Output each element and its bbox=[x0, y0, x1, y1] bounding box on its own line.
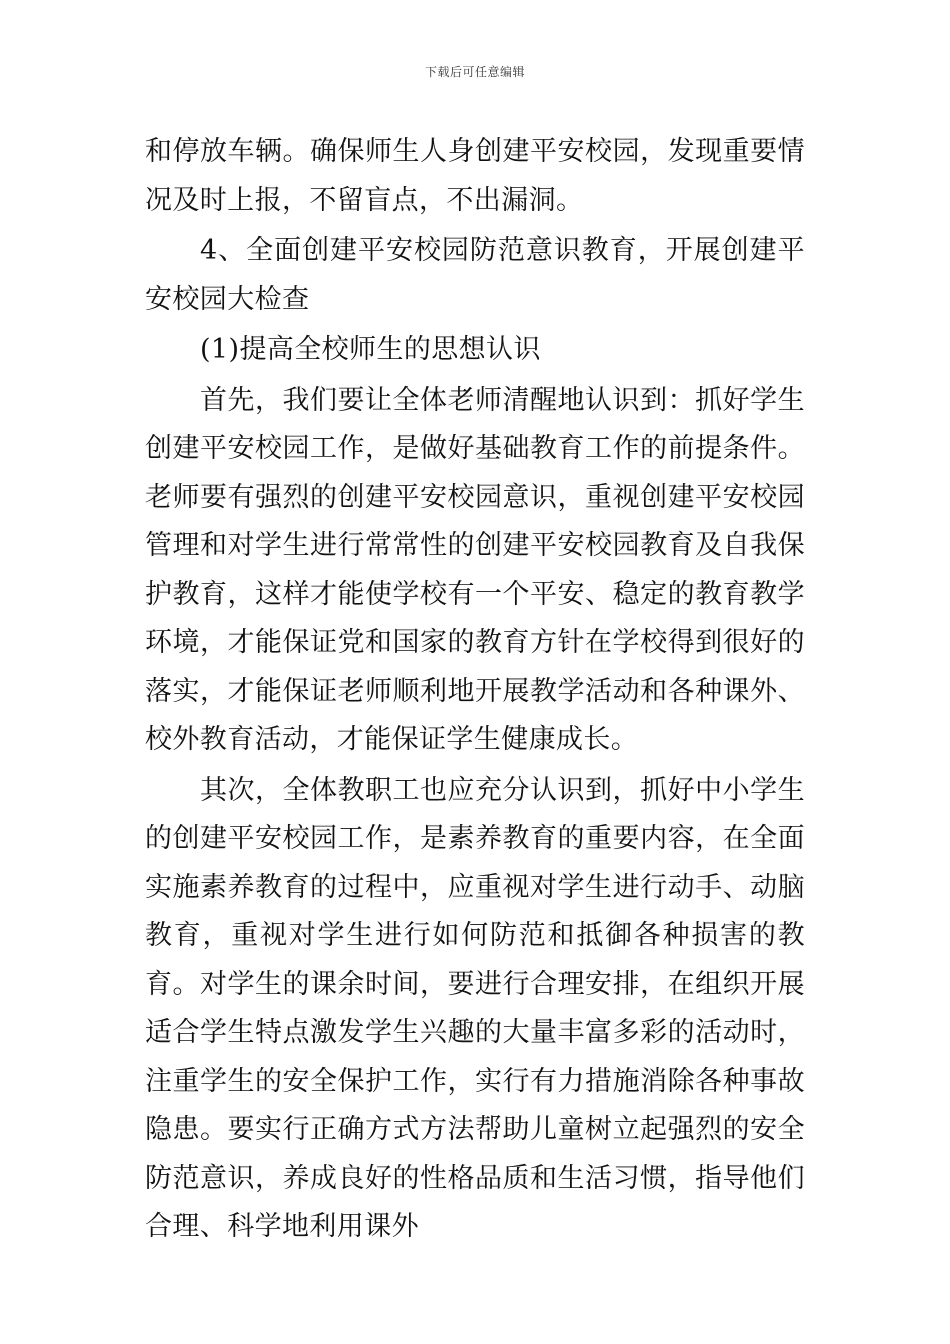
page-header: 下载后可任意编辑 bbox=[424, 65, 525, 79]
section-heading: 4、全面创建平安校园防范意识教育，开展创建平安校园大检查 bbox=[145, 235, 805, 315]
paragraph-first: 首先，我们要让全体老师清醒地认识到：抓好学生创建平安校园工作，是做好基础教育工作的前提条件。老师要有强烈的创建平安校园意识，重视创建平安校园管理和对学生进行常常性的创建平安校园教育及自我保护教育，这样才能使学校有一个平安、稳定的教育教学环境，才能保证党和国家的教育方针在学校得到很好的落实，才能保证老师顺利地开展教学活动和各种课外、校外教育活动，才能保证学生健康成长。 bbox=[145, 384, 805, 755]
paragraph-second: 其次，全体教职工也应充分认识到，抓好中小学生的创建平安校园工作，是素养教育的重要内容，在全面实施素养教育的过程中，应重视对学生进行动手、动脑教育，重视对学生进行如何防范和抵御各种损害的教育。对学生的课余时间，要进行合理安排，在组织开展适合学生特点激发学生兴趣的大量丰富多彩的活动时，注重学生的安全保护工作，实行有力措施消除各种事故隐患。要实行正确方式方法帮助儿童树立起强烈的安全防范意识，养成良好的性格品质和生活习惯，指导他们合理、科学地利用课外 bbox=[145, 774, 805, 1242]
document-body bbox=[145, 128, 805, 1252]
subsection-heading: (1)提高全校师生的思想认识 bbox=[200, 334, 541, 365]
paragraph-continuation: 和停放车辆。确保师生人身创建平安校园，发现重要情况及时上报，不留盲点，不出漏洞。 bbox=[145, 136, 805, 216]
